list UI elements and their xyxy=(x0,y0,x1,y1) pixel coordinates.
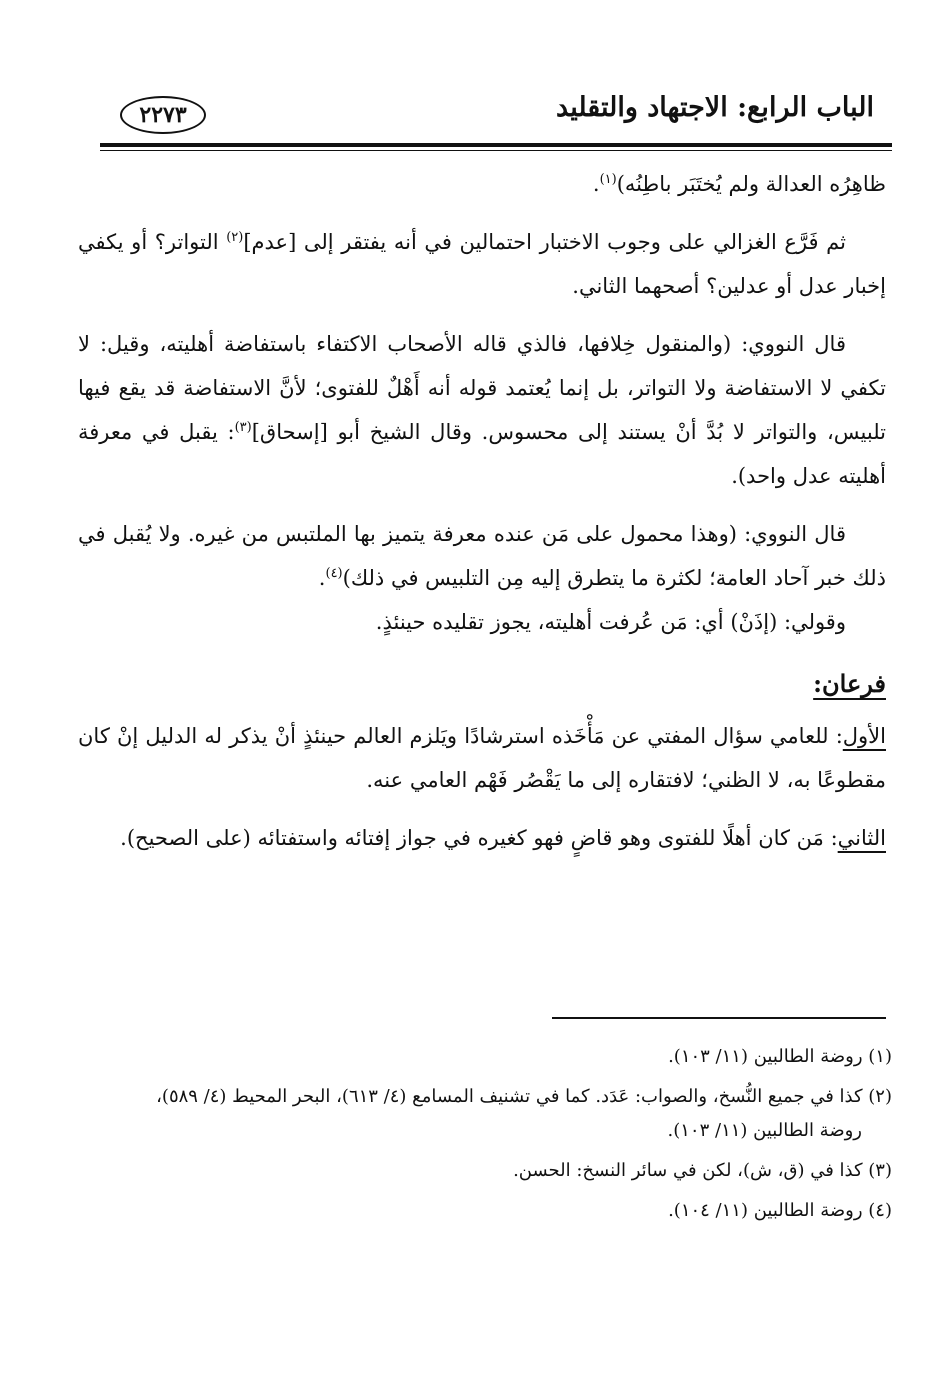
paragraph-1-end: . xyxy=(592,172,600,196)
paragraph-4-text-b: . xyxy=(318,566,326,590)
paragraph-5: وقولي: (إذَنْ) أي: مَن عُرفت أهليته، يجوز تقليده حينئذٍ. xyxy=(375,610,846,634)
paragraph-3-text-b: : يقبل في معرفة أهليته عدل واحد). xyxy=(78,420,886,488)
paragraph-1 xyxy=(78,162,886,206)
section-title: فرعان: xyxy=(813,669,886,698)
footnote-2-line-1: (٢) كذا في جميع النُّسخ، والصواب: عَدَد. كما في تشنيف المسامع (٤/ ٦١٣)، البحر المحيط (٤/ ٥٨٩)، xyxy=(156,1086,892,1107)
header-rule-thick xyxy=(100,143,892,147)
page-header xyxy=(100,92,874,142)
item-2-label: الثاني xyxy=(837,826,886,850)
footnotes xyxy=(78,1040,892,1234)
footnote-3: (٣) كذا في (ق، ش)، لكن في سائر النسخ: الحسن. xyxy=(513,1160,892,1181)
paragraph-3 xyxy=(78,322,886,498)
paragraph-2-text-a: ثم فَرَّع الغزالي على وجوب الاختبار احتمالين في أنه يفتقر إلى [عدم] xyxy=(243,230,846,254)
paragraph-3-text-a: قال النووي: (والمنقول خِلافها، فالذي قاله الأصحاب الاكتفاء باستفاضة أهليته، وقيل: لا تكفي لا الاستفاضة ولا التواتر، بل إنما يُعتمد قوله أنه أَهْلٌ للفتوى؛ لأنَّ الاستفاضة قد يقع فيها تلبيس، والتواتر لا بُدَّ أنْ يستند إلى محسوس. وقال الشيخ أبو [إسحاق] xyxy=(78,332,886,444)
footnote-1: (١) روضة الطالبين (١١/ ١٠٣). xyxy=(668,1046,892,1067)
item-1-text: : للعامي سؤال المفتي عن مَأْخَذه استرشادًا ويَلزم العالم حينئذٍ أنْ يذكر له الدليل إنْ كان مقطوعًا به، لا الظني؛ لافتقاره إلى ما يَقْصُر فَهْم العامي عنه. xyxy=(78,724,886,792)
header-rule-thin xyxy=(100,150,892,151)
footnote-2-line-2: روضة الطالبين (١١/ ١٠٣). xyxy=(667,1120,862,1141)
paragraph-7 xyxy=(78,816,886,860)
footnote-4: (٤) روضة الطالبين (١١/ ١٠٤). xyxy=(668,1200,892,1221)
paragraph-2 xyxy=(78,220,886,308)
paragraph-4-text-a: قال النووي: (وهذا محمول على مَن عنده معرفة يتميز بها الملتبس من غيره. ولا يُقبل في ذلك خبر آحاد العامة؛ لكثرة ما يتطرق إليه مِن التلبيس في ذلك) xyxy=(78,522,886,590)
page-number: ٢٢٧٣ xyxy=(139,102,187,128)
footnote-ref-1: (١) xyxy=(599,172,617,187)
footnote-ref-4: (٤) xyxy=(325,566,343,581)
paragraph-6 xyxy=(78,714,886,802)
page-number-badge xyxy=(120,96,206,134)
footnote-ref-2: (٢) xyxy=(226,230,244,245)
footnote-ref-3: (٣) xyxy=(234,420,252,435)
footnote-2 xyxy=(78,1080,892,1148)
paragraph-2-text-b: التواتر؟ أو يكفي إخبار عدل أو عدلين؟ أصحهما الثاني. xyxy=(78,230,886,298)
chapter-title: الباب الرابع: الاجتهاد والتقليد xyxy=(556,92,874,123)
paragraph-1-text: ظاهِرُه العدالة ولم يُختَبَر باطِنُه) xyxy=(616,172,886,196)
footnote-separator xyxy=(552,1017,886,1019)
item-2-text: : مَن كان أهلًا للفتوى وهو قاضٍ فهو كغيره في جواز إفتائه واستفتائه (على الصحيح). xyxy=(120,826,838,850)
main-text xyxy=(78,162,886,860)
item-1-label: الأول xyxy=(842,724,886,748)
paragraph-4 xyxy=(78,512,886,600)
